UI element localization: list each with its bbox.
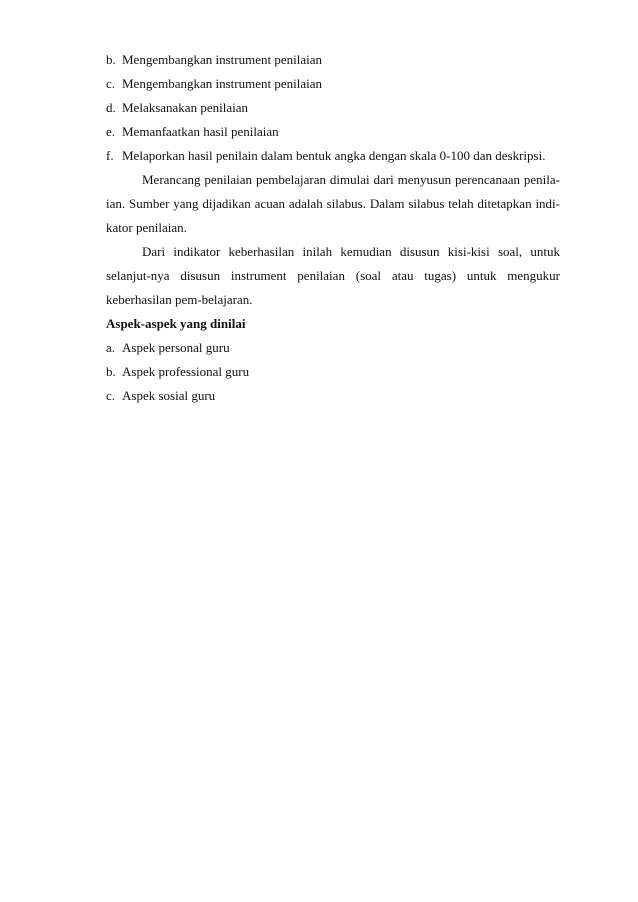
list-marker: c. [106,76,116,91]
list-item [106,120,560,144]
list-text: Mengembangkan instrument penilaian [122,76,323,91]
page-content [106,48,560,408]
list-item [106,144,560,168]
list-marker: d. [106,100,116,115]
section-heading: Aspek-aspek yang dinilai [106,316,246,331]
list-text: Melaksanakan penilaian [122,100,248,115]
list-text: Aspek sosial guru [122,388,216,403]
list-marker: b. [106,52,116,67]
paragraph: Dari indikator keberhasilan inilah kemudian disusun kisi-kisi soal, untuk selanjut-nya disusun instrument penilaian (soal atau tugas) untuk mengukur keberhasilan pem-belajaran. [106,244,560,307]
list-item [106,72,560,96]
list-marker: e. [106,124,116,139]
list-text: Memanfaatkan hasil penilaian [122,124,279,139]
list-item [106,384,560,408]
paragraph-block [106,168,560,312]
list-item [106,336,560,360]
list-marker: c. [106,388,116,403]
list-item [106,96,560,120]
list-marker: b. [106,364,116,379]
list-text: Melaporkan hasil penilain dalam bentuk angka dengan skala 0-100 dan deskripsi. [122,148,546,163]
list-text: Mengembangkan instrument penilaian [122,52,323,67]
paragraph: Merancang penilaian pembelajaran dimulai dari menyusun perencanaan penila-ian. Sumber yang dijadikan acuan adalah silabus. Dalam silabus telah ditetapkan indi-kator penilaian. [106,172,560,235]
list-item [106,360,560,384]
list-marker: a. [106,340,116,355]
list-text: Aspek personal guru [122,340,230,355]
list-marker: f. [106,148,114,163]
list-item [106,48,560,72]
list-text: Aspek professional guru [122,364,250,379]
